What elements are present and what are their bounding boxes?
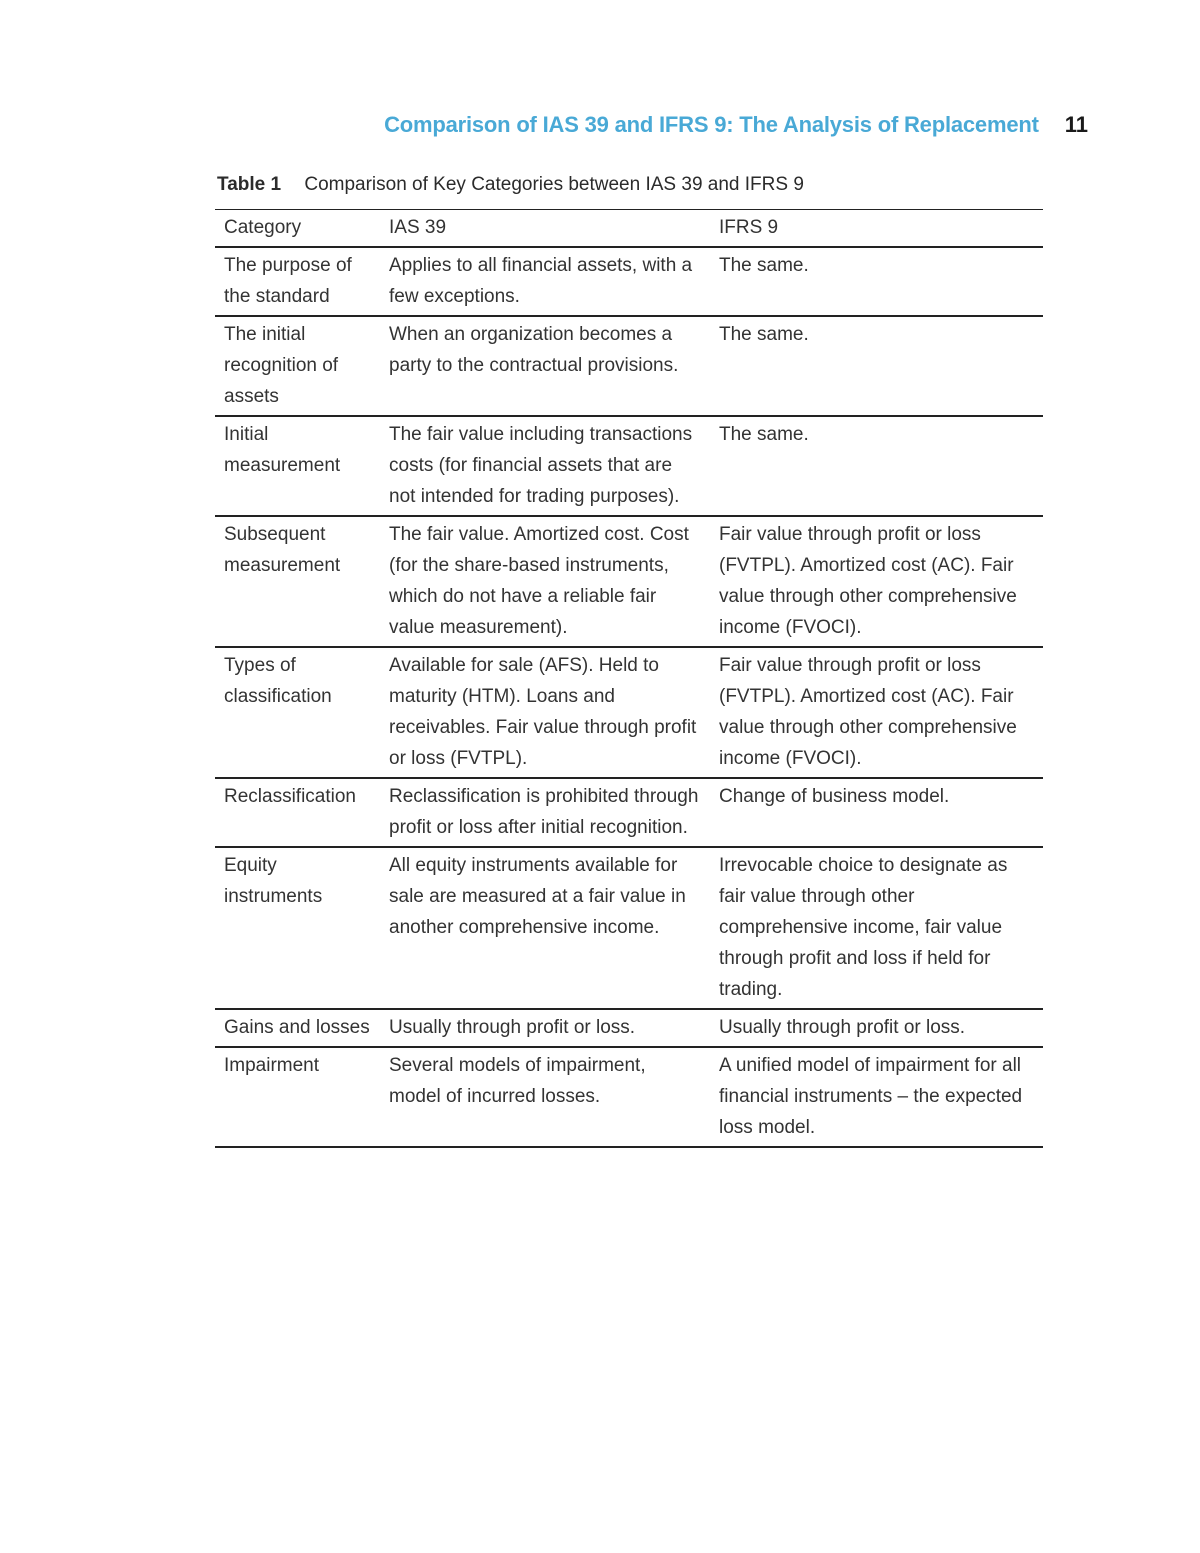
cell-category: The purpose of the standard bbox=[224, 255, 352, 307]
cell-ifrs9: Fair value through profit or loss (FVTPL). Amortized cost (AC). Fair value through other comprehensive income (FVOCI). bbox=[719, 524, 1017, 638]
cell-ifrs9: Usually through profit or loss. bbox=[719, 1017, 966, 1038]
cell-ias39: The fair value including transactions costs (for financial assets that are not intended for trading purposes). bbox=[389, 424, 693, 507]
cell-category: Equity instruments bbox=[224, 855, 323, 907]
table-row bbox=[215, 247, 1043, 316]
cell-ifrs9: The same. bbox=[719, 255, 809, 276]
cell-category: Initial measurement bbox=[224, 424, 341, 476]
cell-ias39: Available for sale (AFS). Held to maturity (HTM). Loans and receivables. Fair value through profit or loss (FVTPL). bbox=[389, 655, 697, 769]
cell-ifrs9: The same. bbox=[719, 424, 809, 445]
column-header-category: Category bbox=[224, 217, 302, 238]
table-row bbox=[215, 516, 1043, 647]
table-row bbox=[215, 647, 1043, 778]
table-row bbox=[215, 847, 1043, 1009]
table-caption bbox=[217, 174, 804, 196]
table-row bbox=[215, 1009, 1043, 1047]
column-header-ifrs9: IFRS 9 bbox=[719, 217, 779, 238]
cell-ias39: When an organization becomes a party to the contractual provisions. bbox=[389, 324, 679, 376]
cell-ifrs9: A unified model of impairment for all financial instruments – the expected loss model. bbox=[719, 1055, 1023, 1138]
cell-ias39: All equity instruments available for sale are measured at a fair value in another comprehensive income. bbox=[389, 855, 686, 938]
table-row bbox=[215, 416, 1043, 516]
cell-ifrs9: Fair value through profit or loss (FVTPL). Amortized cost (AC). Fair value through other comprehensive income (FVOCI). bbox=[719, 655, 1017, 769]
cell-category: Gains and losses bbox=[224, 1017, 370, 1038]
table-header-row bbox=[215, 210, 1043, 248]
column-header-ias39: IAS 39 bbox=[389, 217, 447, 238]
page-number: 11 bbox=[1064, 112, 1088, 137]
running-header bbox=[384, 112, 1088, 138]
cell-ifrs9: The same. bbox=[719, 324, 809, 345]
comparison-table bbox=[215, 209, 1043, 1148]
cell-ias39: The fair value. Amortized cost. Cost (for the share-based instruments, which do not have a reliable fair value measurement). bbox=[389, 524, 689, 638]
cell-ias39: Several models of impairment, model of incurred losses. bbox=[389, 1055, 646, 1107]
cell-category: Types of classification bbox=[224, 655, 332, 707]
cell-category: Impairment bbox=[224, 1055, 320, 1076]
cell-ifrs9: Irrevocable choice to designate as fair value through other comprehensive income, fair value through profit and loss if held for trading. bbox=[719, 855, 1008, 1000]
running-title: Comparison of IAS 39 and IFRS 9: The Analysis of Replacement bbox=[384, 112, 1039, 137]
table-row bbox=[215, 1047, 1043, 1147]
cell-ias39: Reclassification is prohibited through profit or loss after initial recognition. bbox=[389, 786, 699, 838]
table-row bbox=[215, 316, 1043, 416]
cell-category: Reclassification bbox=[224, 786, 356, 807]
table-caption-text: Comparison of Key Categories between IAS 39 and IFRS 9 bbox=[304, 174, 804, 195]
table-caption-label: Table 1 bbox=[217, 174, 282, 195]
cell-category: Subsequent measurement bbox=[224, 524, 341, 576]
cell-ias39: Usually through profit or loss. bbox=[389, 1017, 636, 1038]
cell-ifrs9: Change of business model. bbox=[719, 786, 950, 807]
table-row bbox=[215, 778, 1043, 847]
cell-ias39: Applies to all financial assets, with a few exceptions. bbox=[389, 255, 693, 307]
cell-category: The initial recognition of assets bbox=[224, 324, 339, 407]
